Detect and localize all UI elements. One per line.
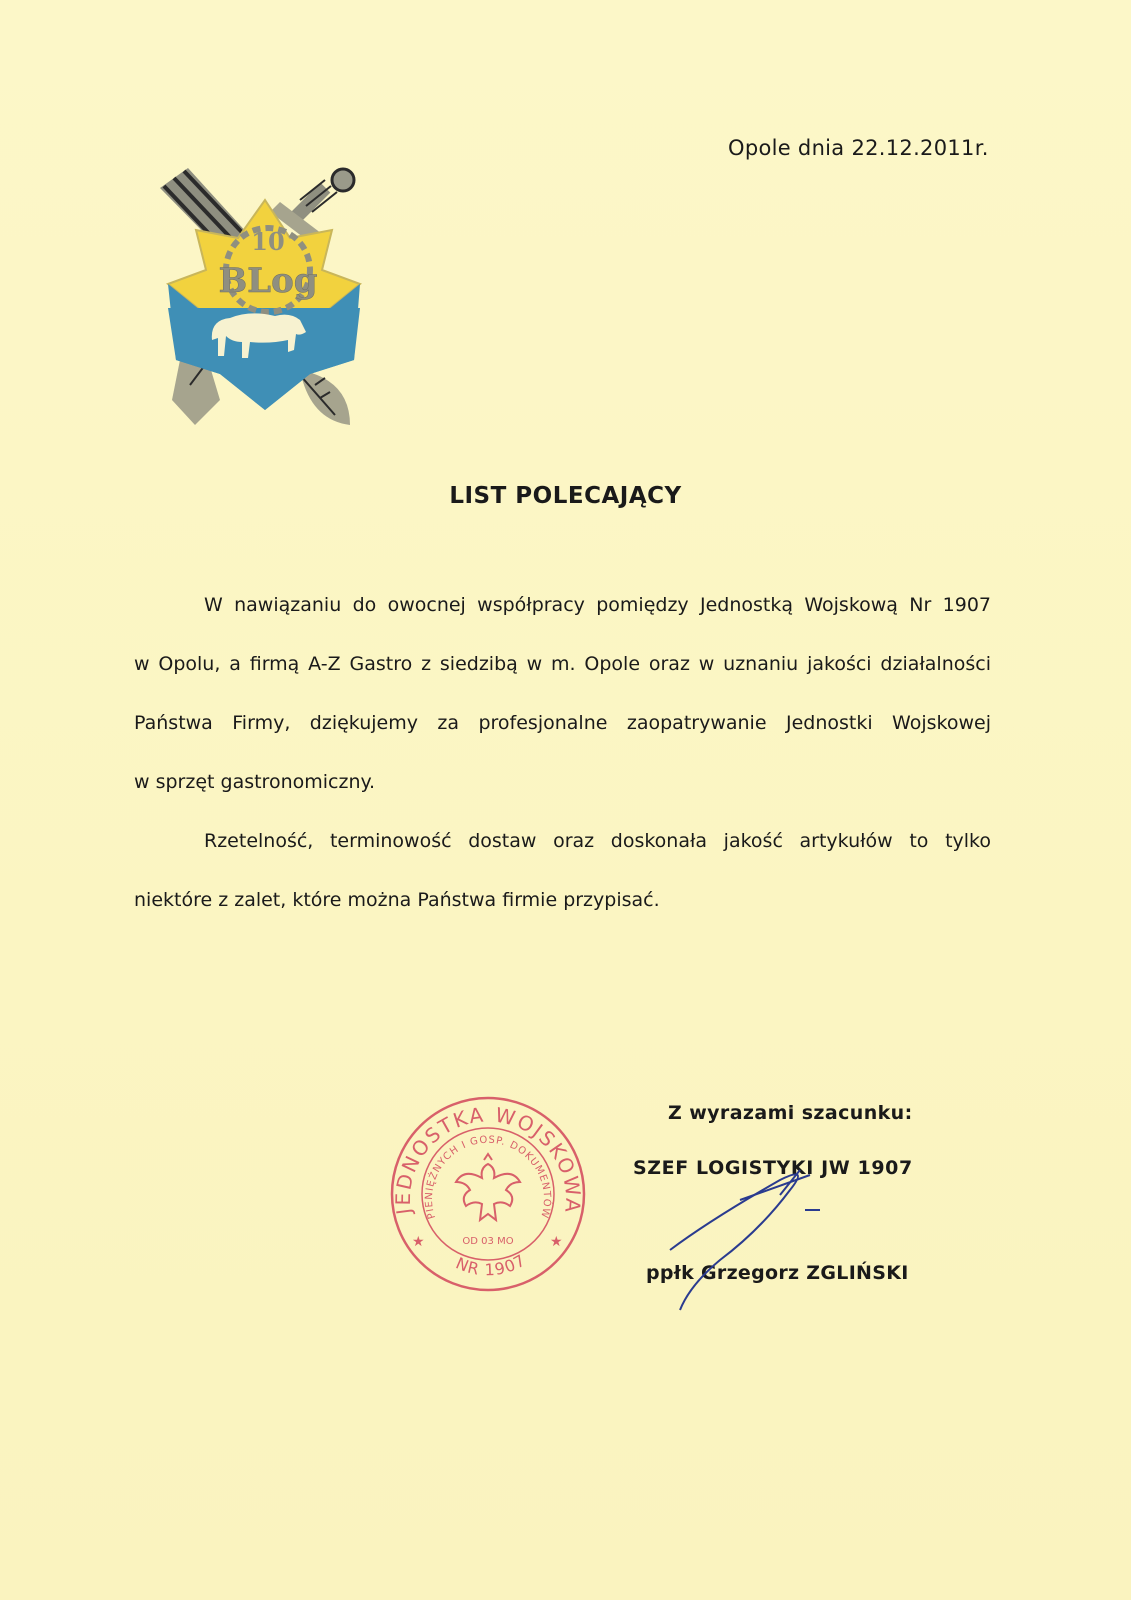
closing-salutation: Z wyrazami szacunku: (668, 1102, 913, 1124)
stamp-number: NR 1907 (453, 1250, 530, 1280)
stamp-outer-text: JEDNOSTKA WOJSKOWA (390, 1102, 586, 1216)
oak-leaf-icon (300, 370, 350, 425)
handwritten-signature (660, 1150, 860, 1320)
paragraph-1-line-3: Państwa Firmy, dziękujemy za profesjonalne zaopatrywanie Jednostki Wojskowej (134, 712, 991, 734)
letter-date: Opole dnia 22.12.2011r. (728, 136, 989, 160)
letter-body (134, 590, 991, 944)
letter-title: LIST POLECAJĄCY (449, 483, 682, 509)
paragraph-1-line-2: w Opolu, a firmą A-Z Gastro z siedzibą w m. Opole oraz w uznaniu jakości działalności (134, 653, 991, 675)
stamp-inner-text: PIENIĘŻNYCH I GOSP. DOKUMENTÓW (423, 1134, 553, 1221)
stamp-small-text: OD 03 MO (462, 1236, 514, 1247)
eagle-icon (456, 1154, 520, 1220)
paragraph-2-line-2: niektóre z zalet, które można Państwa firmie przypisać. (134, 889, 660, 911)
paragraph-2-line-1: Rzetelność, terminowość dostaw oraz doskonała jakość artykułów to tylko (204, 830, 991, 852)
signer-name: ppłk Grzegorz ZGLIŃSKI (646, 1262, 909, 1284)
paragraph-1-line-4: w sprzęt gastronomiczny. (134, 771, 376, 793)
signer-title: SZEF LOGISTYKI JW 1907 (633, 1157, 913, 1179)
svg-text:NR 1907 (453, 1250, 529, 1279)
svg-text:JEDNOSTKA WOJSKOWA (391, 1102, 586, 1218)
official-stamp (388, 1094, 588, 1294)
emblem-text: BLog (218, 261, 318, 301)
unit-emblem-logo (150, 160, 380, 450)
emblem-number: 10 (251, 227, 285, 256)
svg-text:★: ★ (412, 1234, 425, 1250)
paragraph-1-line-1: W nawiązaniu do owocnej współpracy pomiędzy Jednostką Wojskową Nr 1907 (204, 594, 991, 616)
svg-text:★: ★ (550, 1234, 563, 1250)
